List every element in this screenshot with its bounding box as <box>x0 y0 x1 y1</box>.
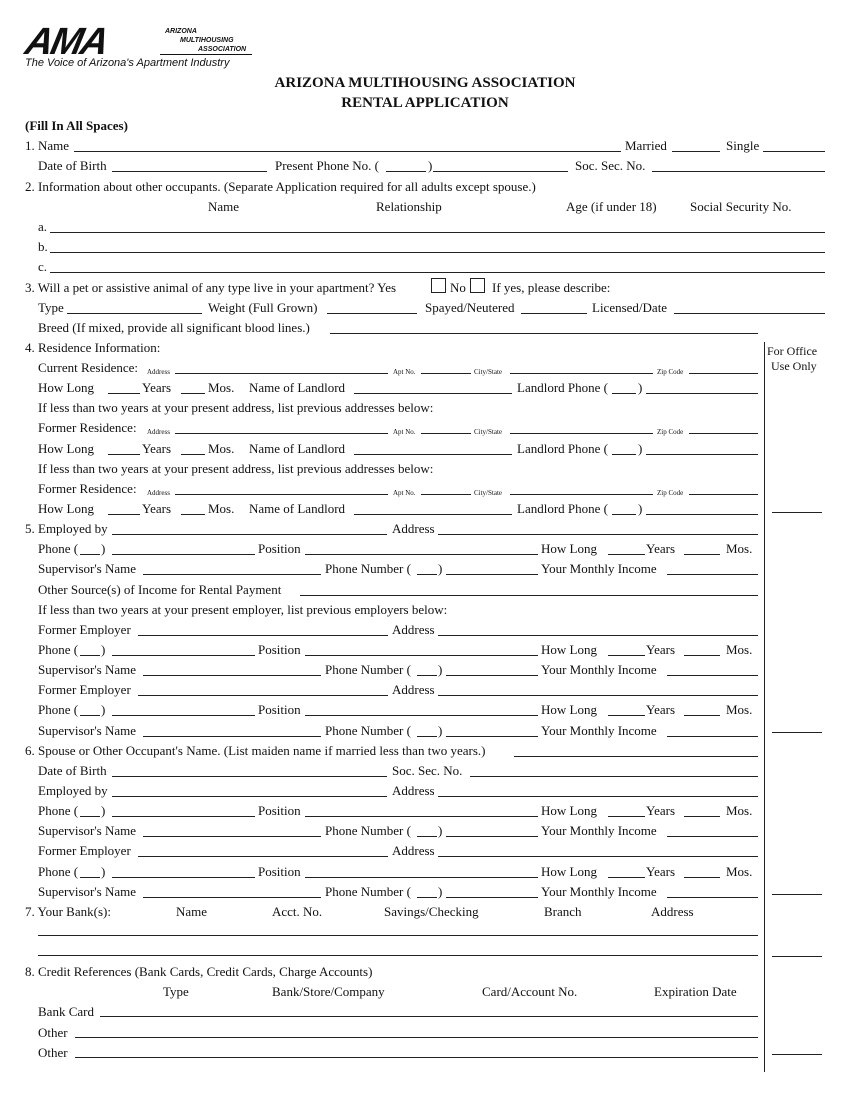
current-residence-label: Current Residence: <box>38 360 138 375</box>
former2-address-field[interactable] <box>175 494 388 495</box>
former2-lphone-close: ) <box>638 501 643 516</box>
current-mos-field[interactable] <box>181 393 205 394</box>
sp-position-field[interactable] <box>305 816 538 817</box>
credit-row-3-label: Other <box>38 1045 68 1060</box>
emp-supervisor-label: Supervisor's Name <box>38 561 137 576</box>
fe2-mos-label: Mos. <box>726 702 753 717</box>
present-phone-field[interactable] <box>433 171 568 172</box>
former2-lphone-area-field[interactable] <box>612 514 636 515</box>
fe2-supervisor-label: Supervisor's Name <box>38 723 137 738</box>
employer-address-field[interactable] <box>438 534 758 535</box>
former2-zip-label: Zip Code <box>657 489 684 497</box>
former1-lphone-area-field[interactable] <box>612 454 636 455</box>
fe1-phonenum-close: ) <box>438 662 443 677</box>
bank-col-address: Address <box>651 904 694 919</box>
former2-landlord-field[interactable] <box>354 514 512 515</box>
former1-howlong-label: How Long <box>38 441 94 456</box>
former2-address-label: Address <box>147 489 170 497</box>
former2-lphone-field[interactable] <box>646 514 758 515</box>
current-lphone-area-field[interactable] <box>612 393 636 394</box>
spf-phonenum-close: ) <box>438 884 443 899</box>
current-landlord-field[interactable] <box>354 393 512 394</box>
former1-lphone-field[interactable] <box>646 454 758 455</box>
fe1-income-label: Your Monthly Income <box>541 662 657 677</box>
spf-phone-area-field[interactable] <box>80 877 100 878</box>
fe1-phonenum-label: Phone Number ( <box>325 662 411 677</box>
occupant-a-label: a. <box>38 219 48 234</box>
occupant-a-field[interactable] <box>50 232 825 233</box>
fe2-position-field[interactable] <box>305 715 538 716</box>
present-phone-close: ) <box>428 158 433 173</box>
emp-phonenum-label: Phone Number ( <box>325 561 411 576</box>
fe2-phonenum-field[interactable] <box>446 736 538 737</box>
credit-row-2-label: Other <box>38 1025 68 1040</box>
sp-former-employer-field[interactable] <box>138 856 388 857</box>
fe2-years-field[interactable] <box>608 715 645 716</box>
credit-row-2-field[interactable] <box>75 1037 758 1038</box>
fe1-phone-field[interactable] <box>112 655 255 656</box>
former-employer-2-label: Former Employer <box>38 682 131 697</box>
former1-mos-field[interactable] <box>181 454 205 455</box>
office-divider <box>764 342 765 1072</box>
emp-years-field[interactable] <box>608 554 645 555</box>
pet-breed-label: Breed (If mixed, provide all significant blood lines.) <box>38 320 310 335</box>
fe2-income-label: Your Monthly Income <box>541 723 657 738</box>
single-field[interactable] <box>763 151 825 152</box>
sp-years-label: Years <box>646 803 676 818</box>
logo-tagline: The Voice of Arizona's Apartment Industry <box>25 57 230 69</box>
credit-col-type: Type <box>163 984 189 999</box>
present-phone-label: Present Phone No. ( <box>275 158 379 173</box>
sp-former-employer-label: Former Employer <box>38 843 131 858</box>
fe2-position-label: Position <box>258 702 301 717</box>
emp-position-field[interactable] <box>305 554 538 555</box>
credit-row-1-field[interactable] <box>100 1016 758 1017</box>
pet-breed-field[interactable] <box>330 333 758 334</box>
prev-address-note-2: If less than two years at your present address, list previous addresses below: <box>38 461 434 476</box>
fe1-income-field[interactable] <box>667 675 758 676</box>
pet-no-checkbox[interactable] <box>470 278 485 293</box>
bank-heading: 7. Your Bank(s): <box>25 904 111 919</box>
sp-phone-close: ) <box>101 803 106 818</box>
occupants-col-ssn: Social Security No. <box>690 199 792 214</box>
former2-city-field[interactable] <box>510 494 653 495</box>
bank-col-acct: Acct. No. <box>272 904 323 919</box>
pet-type-label: Type <box>38 300 64 315</box>
spf-supervisor-label: Supervisor's Name <box>38 884 137 899</box>
current-apt-label: Apt No. <box>393 368 416 376</box>
spf-income-field[interactable] <box>667 897 758 898</box>
spouse-dob-field[interactable] <box>112 776 387 777</box>
ssn-field[interactable] <box>652 171 825 172</box>
current-lphone-field[interactable] <box>646 393 758 394</box>
former1-address-label: Address <box>147 428 170 436</box>
dob-label: Date of Birth <box>38 158 107 173</box>
spouse-emp-address-field[interactable] <box>438 796 758 797</box>
pet-spayed-label: Spayed/Neutered <box>425 300 515 315</box>
fe2-supervisor-field[interactable] <box>143 736 321 737</box>
current-apt-field[interactable] <box>421 373 471 374</box>
current-mos-label: Mos. <box>208 380 235 395</box>
current-city-label: City/State <box>474 368 502 376</box>
prev-address-note-1: If less than two years at your present address, list previous addresses below: <box>38 400 434 415</box>
former-residence-1-label: Former Residence: <box>38 420 137 435</box>
fe2-phone-close: ) <box>101 702 106 717</box>
former1-lphone-label: Landlord Phone ( <box>517 441 608 456</box>
office-field-1[interactable] <box>772 512 822 513</box>
fe2-howlong-label: How Long <box>541 702 597 717</box>
fe1-phone-close: ) <box>101 642 106 657</box>
current-address-field[interactable] <box>175 373 388 374</box>
pet-licensed-field[interactable] <box>674 313 825 314</box>
emp-phonenum-close: ) <box>438 561 443 576</box>
fe1-position-field[interactable] <box>305 655 538 656</box>
former1-city-field[interactable] <box>510 433 653 434</box>
former1-landlord-label: Name of Landlord <box>249 441 346 456</box>
logo-name-3: ASSOCIATION <box>198 46 247 53</box>
spf-phone-field[interactable] <box>112 877 255 878</box>
fe2-phone-area-field[interactable] <box>80 715 100 716</box>
fe2-phonenum-label: Phone Number ( <box>325 723 411 738</box>
former2-apt-label: Apt No. <box>393 489 416 497</box>
former1-landlord-field[interactable] <box>354 454 512 455</box>
occupant-b-label: b. <box>38 239 48 254</box>
office-field-4[interactable] <box>772 956 822 957</box>
form-subtitle: RENTAL APPLICATION <box>341 95 509 111</box>
emp-phone-area-field[interactable] <box>80 554 100 555</box>
emp-phonenum-area-field[interactable] <box>417 574 437 575</box>
fe1-supervisor-field[interactable] <box>143 675 321 676</box>
spouse-dob-label: Date of Birth <box>38 763 107 778</box>
pet-yes-checkbox[interactable] <box>431 278 446 293</box>
former-employer-1-field[interactable] <box>138 635 388 636</box>
former1-lphone-close: ) <box>638 441 643 456</box>
fe2-phonenum-area-field[interactable] <box>417 736 437 737</box>
sp-phone-label: Phone ( <box>38 803 79 818</box>
sp-income-label: Your Monthly Income <box>541 823 657 838</box>
former2-lphone-label: Landlord Phone ( <box>517 501 608 516</box>
spf-phone-close: ) <box>101 864 106 879</box>
logo-underline <box>160 54 252 55</box>
emp-mos-field[interactable] <box>684 554 720 555</box>
employed-by-label: 5. Employed by <box>25 521 108 536</box>
current-landlord-label: Name of Landlord <box>249 380 346 395</box>
former1-apt-field[interactable] <box>421 433 471 434</box>
sp-mos-label: Mos. <box>726 803 753 818</box>
employer-address-label: Address <box>392 521 435 536</box>
fe1-years-label: Years <box>646 642 676 657</box>
fe2-years-label: Years <box>646 702 676 717</box>
logo-name-2: MULTIHOUSING <box>180 37 234 44</box>
sp-phonenum-label: Phone Number ( <box>325 823 411 838</box>
fe1-phone-label: Phone ( <box>38 642 79 657</box>
logo-name-1: ARIZONA <box>165 28 197 35</box>
former2-years-label: Years <box>142 501 172 516</box>
emp-years-label: Years <box>646 541 676 556</box>
pet-licensed-label: Licensed/Date <box>592 300 668 315</box>
former-employer-2-field[interactable] <box>138 695 388 696</box>
current-years-field[interactable] <box>108 393 140 394</box>
sp-mos-field[interactable] <box>684 816 720 817</box>
fe2-income-field[interactable] <box>667 736 758 737</box>
sp-former-address-label: Address <box>392 843 435 858</box>
former2-zip-field[interactable] <box>689 494 758 495</box>
fe1-phone-area-field[interactable] <box>80 655 100 656</box>
bank-col-branch: Branch <box>544 904 582 919</box>
current-zip-field[interactable] <box>689 373 758 374</box>
former1-years-label: Years <box>142 441 172 456</box>
former-residence-2-label: Former Residence: <box>38 481 137 496</box>
fill-note: (Fill In All Spaces) <box>25 118 128 133</box>
name-field[interactable] <box>74 151 621 152</box>
former1-city-label: City/State <box>474 428 502 436</box>
emp-position-label: Position <box>258 541 301 556</box>
emp-income-label: Your Monthly Income <box>541 561 657 576</box>
credit-col-expiration: Expiration Date <box>654 984 737 999</box>
spf-mos-field[interactable] <box>684 877 720 878</box>
spf-years-field[interactable] <box>608 877 645 878</box>
sp-income-field[interactable] <box>667 836 758 837</box>
spf-position-label: Position <box>258 864 301 879</box>
sp-former-address-field[interactable] <box>438 856 758 857</box>
sp-phonenum-area-field[interactable] <box>417 836 437 837</box>
office-field-5[interactable] <box>772 1054 822 1055</box>
fe2-phonenum-close: ) <box>438 723 443 738</box>
credit-col-company: Bank/Store/Company <box>272 984 385 999</box>
occupants-col-age: Age (if under 18) <box>566 199 657 214</box>
name-label: 1. Name <box>25 138 70 153</box>
former1-address-field[interactable] <box>175 433 388 434</box>
occupants-col-name: Name <box>208 199 240 214</box>
pet-weight-field[interactable] <box>327 313 417 314</box>
sp-phone-area-field[interactable] <box>80 816 100 817</box>
fe1-supervisor-label: Supervisor's Name <box>38 662 137 677</box>
single-label: Single <box>726 138 760 153</box>
fe1-mos-label: Mos. <box>726 642 753 657</box>
spf-years-label: Years <box>646 864 676 879</box>
sp-supervisor-field[interactable] <box>143 836 321 837</box>
sp-phone-field[interactable] <box>112 816 255 817</box>
occupants-col-relationship: Relationship <box>376 199 442 214</box>
spouse-employed-label: Employed by <box>38 783 108 798</box>
sp-phonenum-field[interactable] <box>446 836 538 837</box>
occupant-c-field[interactable] <box>50 272 825 273</box>
credit-row-1-label: Bank Card <box>38 1004 94 1019</box>
former2-apt-field[interactable] <box>421 494 471 495</box>
current-address-label: Address <box>147 368 170 376</box>
fe1-years-field[interactable] <box>608 655 645 656</box>
spf-phonenum-label: Phone Number ( <box>325 884 411 899</box>
bank-col-name: Name <box>176 904 208 919</box>
emp-income-field[interactable] <box>667 574 758 575</box>
bank-col-type: Savings/Checking <box>384 904 479 919</box>
emp-phone-field[interactable] <box>112 554 255 555</box>
spf-income-label: Your Monthly Income <box>541 884 657 899</box>
emp-phonenum-field[interactable] <box>446 574 538 575</box>
emp-phone-close: ) <box>101 541 106 556</box>
former1-mos-label: Mos. <box>208 441 235 456</box>
sp-supervisor-label: Supervisor's Name <box>38 823 137 838</box>
pet-weight-label: Weight (Full Grown) <box>208 300 318 315</box>
former1-years-field[interactable] <box>108 454 140 455</box>
occupants-heading: 2. Information about other occupants. (Separate Application required for all adults except spouse.) <box>25 179 536 194</box>
spf-phonenum-area-field[interactable] <box>417 897 437 898</box>
spf-position-field[interactable] <box>305 877 538 878</box>
spf-phonenum-field[interactable] <box>446 897 538 898</box>
fe1-position-label: Position <box>258 642 301 657</box>
current-howlong-label: How Long <box>38 380 94 395</box>
current-lphone-label: Landlord Phone ( <box>517 380 608 395</box>
fe1-mos-field[interactable] <box>684 655 720 656</box>
former-employer-1-address-field[interactable] <box>438 635 758 636</box>
spf-mos-label: Mos. <box>726 864 753 879</box>
former-employer-2-address-label: Address <box>392 682 435 697</box>
pet-no-label: No <box>450 280 466 295</box>
credit-heading: 8. Credit References (Bank Cards, Credit Cards, Charge Accounts) <box>25 964 373 979</box>
former2-howlong-label: How Long <box>38 501 94 516</box>
other-income-field[interactable] <box>300 595 758 596</box>
occupant-c-label: c. <box>38 259 48 274</box>
logo-abbr: AMA <box>21 21 112 63</box>
fe1-howlong-label: How Long <box>541 642 597 657</box>
spouse-name-field[interactable] <box>514 756 758 757</box>
fe2-mos-field[interactable] <box>684 715 720 716</box>
emp-supervisor-field[interactable] <box>143 574 321 575</box>
office-label-2: Use Only <box>771 359 817 373</box>
married-label: Married <box>625 138 667 153</box>
former1-zip-field[interactable] <box>689 433 758 434</box>
other-income-label: Other Source(s) of Income for Rental Payment <box>38 582 282 597</box>
emp-howlong-label: How Long <box>541 541 597 556</box>
fe2-phone-field[interactable] <box>112 715 255 716</box>
office-field-3[interactable] <box>772 894 822 895</box>
former-employer-2-address-field[interactable] <box>438 695 758 696</box>
office-field-2[interactable] <box>772 732 822 733</box>
former2-mos-label: Mos. <box>208 501 235 516</box>
spouse-heading: 6. Spouse or Other Occupant's Name. (List maiden name if married less than two years.) <box>25 743 486 758</box>
sp-position-label: Position <box>258 803 301 818</box>
spouse-ssn-label: Soc. Sec. No. <box>392 763 463 778</box>
pet-spayed-field[interactable] <box>521 313 587 314</box>
form-title: ARIZONA MULTIHOUSING ASSOCIATION <box>274 75 576 91</box>
emp-mos-label: Mos. <box>726 541 753 556</box>
fe1-phonenum-area-field[interactable] <box>417 675 437 676</box>
bank-row-1[interactable] <box>38 935 758 936</box>
current-lphone-close: ) <box>638 380 643 395</box>
sp-howlong-label: How Long <box>541 803 597 818</box>
pet-type-field[interactable] <box>67 313 202 314</box>
ssn-label: Soc. Sec. No. <box>575 158 646 173</box>
former1-zip-label: Zip Code <box>657 428 684 436</box>
spouse-ssn-field[interactable] <box>470 776 758 777</box>
area-code-field[interactable] <box>386 171 426 172</box>
spouse-emp-address-label: Address <box>392 783 435 798</box>
spouse-employed-field[interactable] <box>112 796 387 797</box>
bank-row-2[interactable] <box>38 955 758 956</box>
pet-describe-label: If yes, please describe: <box>492 280 611 295</box>
emp-phone-label: Phone ( <box>38 541 79 556</box>
former2-years-field[interactable] <box>108 514 140 515</box>
former2-mos-field[interactable] <box>181 514 205 515</box>
spf-howlong-label: How Long <box>541 864 597 879</box>
fe1-phonenum-field[interactable] <box>446 675 538 676</box>
former2-landlord-label: Name of Landlord <box>249 501 346 516</box>
former-employer-1-label: Former Employer <box>38 622 131 637</box>
credit-col-account: Card/Account No. <box>482 984 578 999</box>
office-label-1: For Office <box>767 344 818 358</box>
employed-by-field[interactable] <box>112 534 387 535</box>
sp-phonenum-close: ) <box>438 823 443 838</box>
credit-row-3-field[interactable] <box>75 1057 758 1058</box>
current-years-label: Years <box>142 380 172 395</box>
pet-question: 3. Will a pet or assistive animal of any type live in your apartment? Yes <box>25 280 397 295</box>
current-city-field[interactable] <box>510 373 653 374</box>
current-zip-label: Zip Code <box>657 368 684 376</box>
dob-field[interactable] <box>112 171 267 172</box>
occupant-b-field[interactable] <box>50 252 825 253</box>
married-field[interactable] <box>672 151 720 152</box>
prev-employer-note: If less than two years at your present employer, list previous employers below: <box>38 602 448 617</box>
former2-city-label: City/State <box>474 489 502 497</box>
sp-years-field[interactable] <box>608 816 645 817</box>
spf-supervisor-field[interactable] <box>143 897 321 898</box>
former-employer-1-address-label: Address <box>392 622 435 637</box>
spf-phone-label: Phone ( <box>38 864 79 879</box>
former1-apt-label: Apt No. <box>393 428 416 436</box>
fe2-phone-label: Phone ( <box>38 702 79 717</box>
residence-heading: 4. Residence Information: <box>25 340 161 355</box>
